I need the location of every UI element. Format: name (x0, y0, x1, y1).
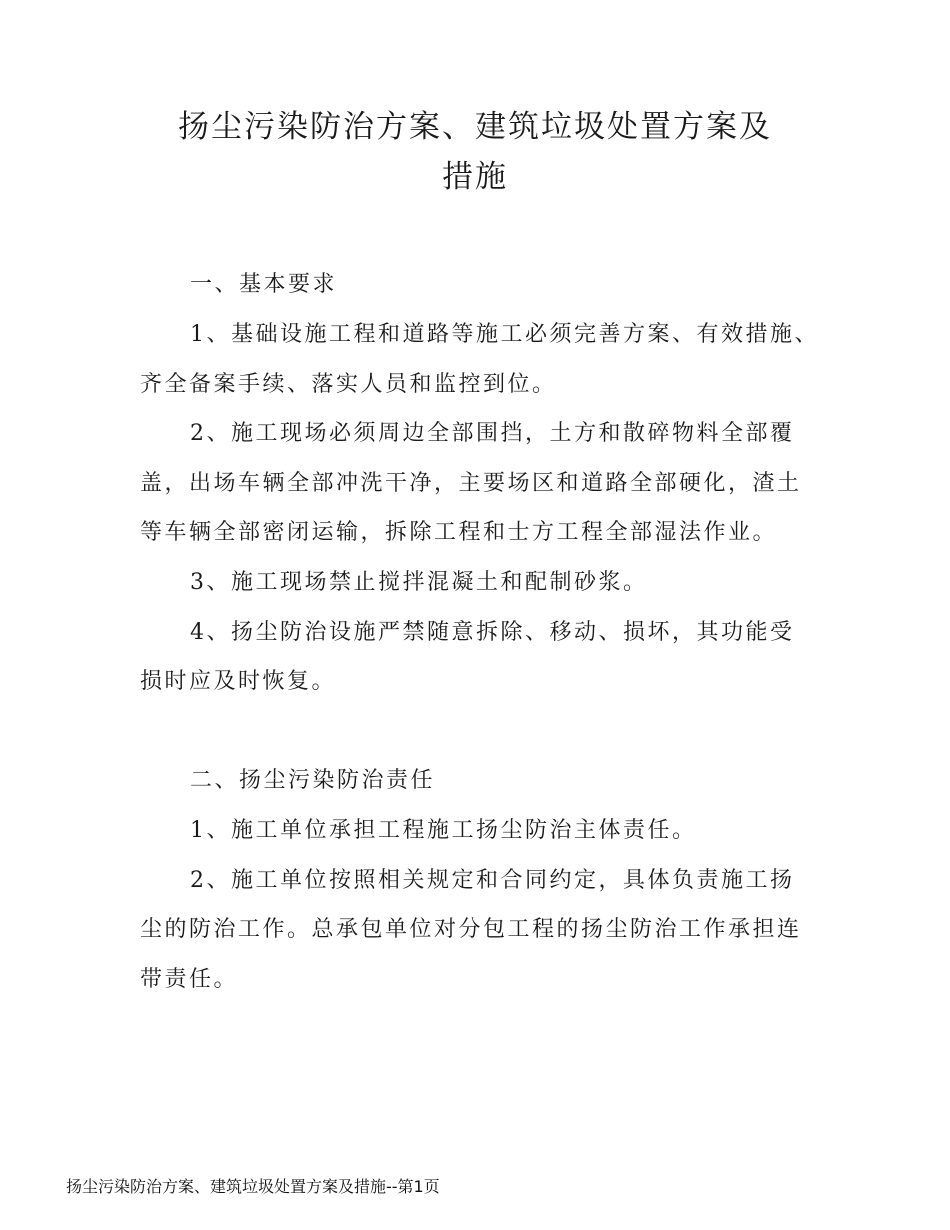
paragraph-line: 3、施工现场禁止搅拌混凝土和配制砂浆。 (190, 570, 648, 595)
paragraph-line: 尘的防治工作。总承包单位对分包工程的扬尘防治工作承担连 (140, 917, 802, 942)
paragraph-line: 带责任。 (140, 967, 239, 992)
document-title (140, 102, 810, 202)
paragraph-line: 盖，出场车辆全部冲洗干净，主要场区和道路全部硬化，渣土 (140, 471, 802, 496)
paragraph-line: 4、扬尘防治设施严禁随意拆除、移动、损坏，其功能受 (190, 620, 795, 645)
paragraph-line: 等车辆全部密闭运输，拆除工程和士方工程全部湿法作业。 (140, 520, 778, 545)
paragraph-line: 齐全备案手续、落实人员和监控到位。 (140, 372, 557, 397)
paragraph-line: 损时应及时恢复。 (140, 669, 337, 694)
paragraph-line: 2、施工单位按照相关规定和合同约定，具体负责施工扬 (190, 868, 795, 893)
paragraph-line: 1、基础设施工程和道路等施工必须完善方案、有效措施、 (190, 322, 819, 347)
title-line-1: 扬尘污染防治方案、建筑垃圾处置方案及 (178, 109, 772, 145)
paragraph-line: 1、施工单位承担工程施工扬尘防治主体责任。 (190, 818, 697, 843)
section-heading-responsibility: 二、扬尘污染防治责任 (190, 768, 436, 793)
title-line-2: 措施 (442, 159, 508, 195)
page-footer: 扬尘污染防治方案、建筑垃圾处置方案及措施--第1页 (66, 1177, 440, 1196)
paragraph-line: 2、施工现场必须周边全部围挡，土方和散碎物料全部覆 (190, 421, 795, 446)
section-heading-basic-requirements: 一、基本要求 (190, 272, 338, 297)
